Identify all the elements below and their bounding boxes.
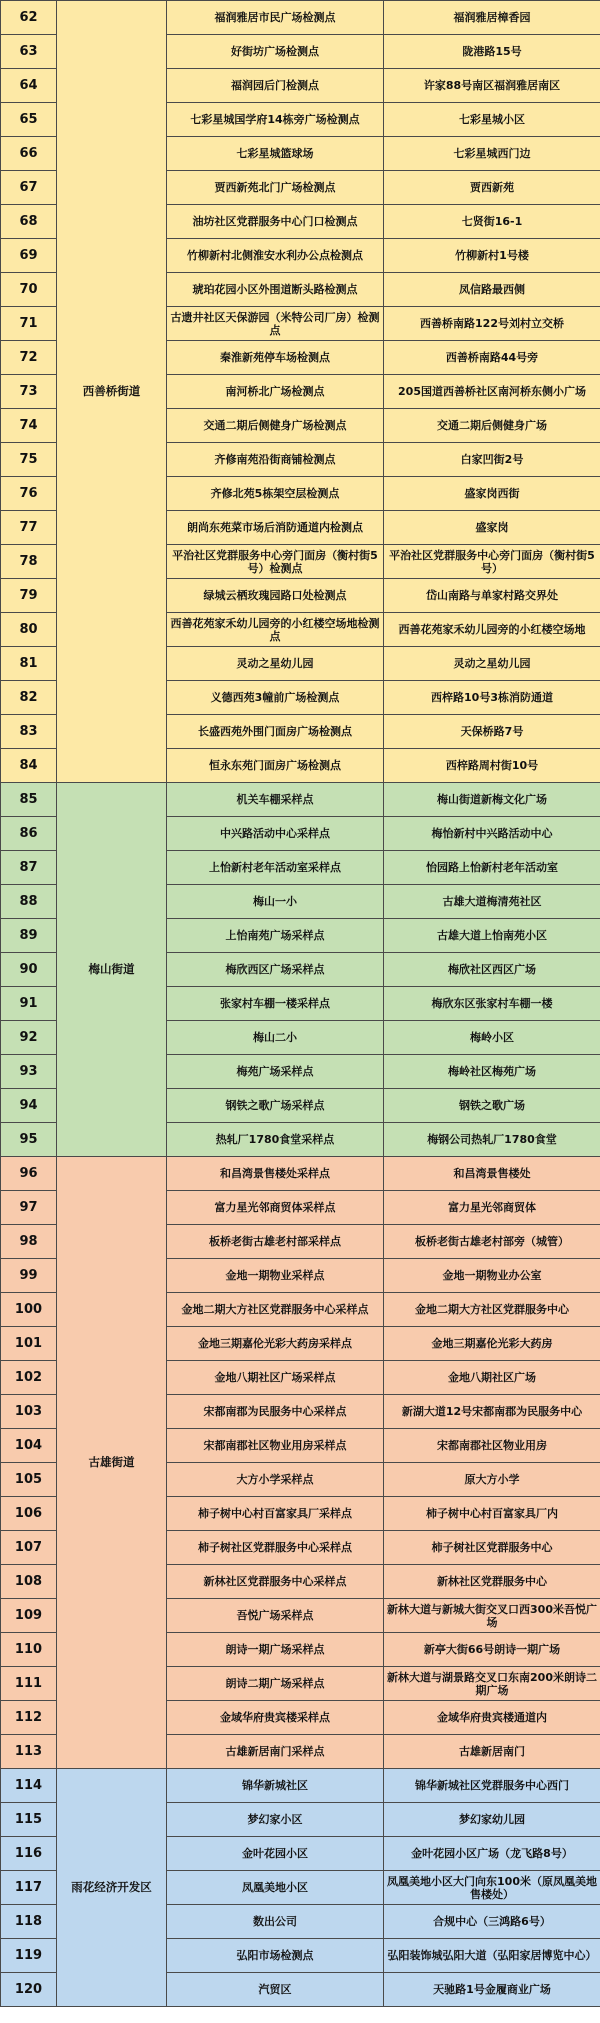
row-number: 94 [1,1089,57,1123]
testing-point: 大方小学采样点 [167,1463,384,1497]
testing-point: 朗诗一期广场采样点 [167,1633,384,1667]
testing-address: 盛家岗西街 [384,477,600,511]
row-number: 85 [1,783,57,817]
testing-address: 钢铁之歌广场 [384,1089,600,1123]
row-number: 119 [1,1939,57,1973]
table-row [1,1,600,35]
row-number: 65 [1,103,57,137]
row-number: 112 [1,1701,57,1735]
row-number: 91 [1,987,57,1021]
testing-address: 梅钢公司热轧厂1780食堂 [384,1123,600,1157]
row-number: 92 [1,1021,57,1055]
row-number: 73 [1,375,57,409]
testing-point: 富力星光邻商贸体采样点 [167,1191,384,1225]
district-name: 西善桥街道 [57,1,167,783]
testing-address: 金地二期大方社区党群服务中心 [384,1293,600,1327]
row-number: 71 [1,307,57,341]
testing-address: 凤凰美地小区大门向东100米（原凤凰美地售楼处） [384,1871,600,1905]
testing-point: 秦淮新苑停车场检测点 [167,341,384,375]
testing-address: 合规中心（三鸿路6号） [384,1905,600,1939]
row-number: 77 [1,511,57,545]
testing-address: 和昌湾景售楼处 [384,1157,600,1191]
testing-address: 天驰路1号金履商业广场 [384,1973,600,2007]
testing-address: 锦华新城社区党群服务中心西门 [384,1769,600,1803]
row-number: 102 [1,1361,57,1395]
testing-address: 西梓路周村街10号 [384,749,600,783]
testing-address: 贾西新苑 [384,171,600,205]
testing-address: 凤信路最西侧 [384,273,600,307]
testing-point: 凤凰美地小区 [167,1871,384,1905]
testing-point: 梅山一小 [167,885,384,919]
testing-point: 新林社区党群服务中心采样点 [167,1565,384,1599]
row-number: 103 [1,1395,57,1429]
row-number: 120 [1,1973,57,2007]
testing-address: 竹柳新村1号楼 [384,239,600,273]
table-row [1,1769,600,1803]
testing-point: 平治社区党群服务中心旁门面房（衡村街5号）检测点 [167,545,384,579]
testing-point: 张家村车棚一楼采样点 [167,987,384,1021]
testing-point: 中兴路活动中心采样点 [167,817,384,851]
row-number: 98 [1,1225,57,1259]
testing-point: 七彩星城国学府14栋旁广场检测点 [167,103,384,137]
row-number: 74 [1,409,57,443]
testing-point: 油坊社区党群服务中心门口检测点 [167,205,384,239]
testing-address: 金地八期社区广场 [384,1361,600,1395]
testing-address: 天保桥路7号 [384,715,600,749]
testing-address: 七贤街16-1 [384,205,600,239]
testing-address: 盛家岗 [384,511,600,545]
testing-point: 琥珀花园小区外围道断头路检测点 [167,273,384,307]
testing-address: 新亭大街66号朗诗一期广场 [384,1633,600,1667]
district-name: 雨花经济开发区 [57,1769,167,2007]
row-number: 115 [1,1803,57,1837]
row-number: 111 [1,1667,57,1701]
testing-address: 七彩星城西门边 [384,137,600,171]
row-number: 116 [1,1837,57,1871]
testing-address: 梅岭小区 [384,1021,600,1055]
testing-point: 热轧厂1780食堂采样点 [167,1123,384,1157]
row-number: 67 [1,171,57,205]
testing-point: 梅欣西区广场采样点 [167,953,384,987]
row-number: 95 [1,1123,57,1157]
testing-address: 新林社区党群服务中心 [384,1565,600,1599]
testing-point: 恒永东苑门面房广场检测点 [167,749,384,783]
testing-address: 宋都南郡社区物业用房 [384,1429,600,1463]
testing-address: 交通二期后侧健身广场 [384,409,600,443]
testing-address: 金地一期物业办公室 [384,1259,600,1293]
row-number: 104 [1,1429,57,1463]
testing-address: 灵动之星幼儿园 [384,647,600,681]
testing-address: 梅岭社区梅苑广场 [384,1055,600,1089]
testing-address: 原大方小学 [384,1463,600,1497]
testing-address: 古雄大道梅清苑社区 [384,885,600,919]
testing-point: 金地八期社区广场采样点 [167,1361,384,1395]
testing-point: 梅苑广场采样点 [167,1055,384,1089]
testing-point: 金地三期嘉伦光彩大药房采样点 [167,1327,384,1361]
testing-address: 金地三期嘉伦光彩大药房 [384,1327,600,1361]
testing-address: 205国道西善桥社区南河桥东侧小广场 [384,375,600,409]
testing-point: 竹柳新村北侧淮安水利办公点检测点 [167,239,384,273]
row-number: 117 [1,1871,57,1905]
testing-point: 灵动之星幼儿园 [167,647,384,681]
row-number: 118 [1,1905,57,1939]
row-number: 68 [1,205,57,239]
testing-point: 金地一期物业采样点 [167,1259,384,1293]
testing-point: 南河桥北广场检测点 [167,375,384,409]
district-name: 古雄街道 [57,1157,167,1769]
row-number: 83 [1,715,57,749]
row-number: 99 [1,1259,57,1293]
row-number: 66 [1,137,57,171]
testing-point: 柿子树中心村百富家具厂采样点 [167,1497,384,1531]
row-number: 70 [1,273,57,307]
testing-point: 长盛西苑外围门面房广场检测点 [167,715,384,749]
testing-address: 西善桥南路122号刘村立交桥 [384,307,600,341]
testing-address: 弘阳装饰城弘阳大道（弘阳家居博览中心） [384,1939,600,1973]
testing-address: 梦幻家幼儿园 [384,1803,600,1837]
row-number: 76 [1,477,57,511]
row-number: 69 [1,239,57,273]
testing-point: 柿子树社区党群服务中心采样点 [167,1531,384,1565]
testing-point: 金地二期大方社区党群服务中心采样点 [167,1293,384,1327]
testing-point: 古雄新居南门采样点 [167,1735,384,1769]
testing-address: 富力星光邻商贸体 [384,1191,600,1225]
testing-point: 福润雅居市民广场检测点 [167,1,384,35]
row-number: 108 [1,1565,57,1599]
row-number: 81 [1,647,57,681]
row-number: 107 [1,1531,57,1565]
testing-point: 板桥老街古雄老村部采样点 [167,1225,384,1259]
testing-point: 弘阳市场检测点 [167,1939,384,1973]
testing-address: 西善花苑家禾幼儿园旁的小红楼空场地 [384,613,600,647]
row-number: 89 [1,919,57,953]
testing-point: 贾西新苑北门广场检测点 [167,171,384,205]
testing-point: 绿城云栖玫瑰园路口处检测点 [167,579,384,613]
testing-point: 梅山二小 [167,1021,384,1055]
row-number: 101 [1,1327,57,1361]
testing-address: 柿子树社区党群服务中心 [384,1531,600,1565]
testing-address: 新林大道与湖景路交叉口东南200米朗诗二期广场 [384,1667,600,1701]
testing-point: 交通二期后侧健身广场检测点 [167,409,384,443]
table-row [1,783,600,817]
testing-point: 数出公司 [167,1905,384,1939]
row-number: 100 [1,1293,57,1327]
row-number: 78 [1,545,57,579]
testing-point: 朗诗二期广场采样点 [167,1667,384,1701]
testing-address: 古雄新居南门 [384,1735,600,1769]
row-number: 114 [1,1769,57,1803]
row-number: 110 [1,1633,57,1667]
testing-address: 新林大道与新城大街交叉口西300米吾悦广场 [384,1599,600,1633]
testing-address: 梅欣东区张家村车棚一楼 [384,987,600,1021]
testing-address: 怡园路上怡新村老年活动室 [384,851,600,885]
testing-address: 柿子树中心村百富家具厂内 [384,1497,600,1531]
testing-point: 宋都南郡为民服务中心采样点 [167,1395,384,1429]
testing-address: 金叶花园小区广场（龙飞路8号） [384,1837,600,1871]
row-number: 113 [1,1735,57,1769]
testing-address: 七彩星城小区 [384,103,600,137]
testing-address: 白家凹街2号 [384,443,600,477]
testing-address: 岱山南路与单家村路交界处 [384,579,600,613]
testing-point: 朗尚东苑菜市场后消防通道内检测点 [167,511,384,545]
testing-point: 锦华新城社区 [167,1769,384,1803]
testing-point: 齐修南苑沿街商铺检测点 [167,443,384,477]
row-number: 105 [1,1463,57,1497]
row-number: 62 [1,1,57,35]
row-number: 88 [1,885,57,919]
row-number: 82 [1,681,57,715]
testing-address: 西善桥南路44号旁 [384,341,600,375]
testing-address: 古雄大道上怡南苑小区 [384,919,600,953]
table-row [1,1157,600,1191]
testing-address: 板桥老街古雄老村部旁（城管） [384,1225,600,1259]
district-name: 梅山街道 [57,783,167,1157]
row-number: 64 [1,69,57,103]
row-number: 96 [1,1157,57,1191]
testing-point: 宋都南郡社区物业用房采样点 [167,1429,384,1463]
testing-address: 西梓路10号3栋消防通道 [384,681,600,715]
row-number: 90 [1,953,57,987]
testing-point: 齐修北苑5栋架空层检测点 [167,477,384,511]
testing-address: 梅怡新村中兴路活动中心 [384,817,600,851]
row-number: 109 [1,1599,57,1633]
row-number: 79 [1,579,57,613]
testing-point: 古遗井社区天保游园（米特公司厂房）检测点 [167,307,384,341]
row-number: 63 [1,35,57,69]
row-number: 87 [1,851,57,885]
testing-point: 吾悦广场采样点 [167,1599,384,1633]
testing-point: 梦幻家小区 [167,1803,384,1837]
testing-address: 陇港路15号 [384,35,600,69]
row-number: 75 [1,443,57,477]
row-number: 84 [1,749,57,783]
testing-point: 金叶花园小区 [167,1837,384,1871]
row-number: 72 [1,341,57,375]
testing-address: 福润雅居樟香园 [384,1,600,35]
testing-point: 上怡新村老年活动室采样点 [167,851,384,885]
testing-point: 好街坊广场检测点 [167,35,384,69]
testing-point: 钢铁之歌广场采样点 [167,1089,384,1123]
testing-address: 梅欣社区西区广场 [384,953,600,987]
row-number: 93 [1,1055,57,1089]
testing-point: 西善花苑家禾幼儿园旁的小红楼空场地检测点 [167,613,384,647]
testing-point: 金域华府贵宾楼采样点 [167,1701,384,1735]
testing-point: 和昌湾景售楼处采样点 [167,1157,384,1191]
testing-address: 平治社区党群服务中心旁门面房（衡村街5号） [384,545,600,579]
testing-point: 福润园后门检测点 [167,69,384,103]
testing-point: 汽贸区 [167,1973,384,2007]
testing-address: 新湖大道12号宋都南郡为民服务中心 [384,1395,600,1429]
testing-point: 机关车棚采样点 [167,783,384,817]
testing-address: 金域华府贵宾楼通道内 [384,1701,600,1735]
testing-address: 许家88号南区福润雅居南区 [384,69,600,103]
row-number: 106 [1,1497,57,1531]
testing-point: 义德西苑3幢前广场检测点 [167,681,384,715]
row-number: 86 [1,817,57,851]
testing-point: 七彩星城篮球场 [167,137,384,171]
testing-point: 上怡南苑广场采样点 [167,919,384,953]
testing-address: 梅山街道新梅文化广场 [384,783,600,817]
row-number: 97 [1,1191,57,1225]
row-number: 80 [1,613,57,647]
